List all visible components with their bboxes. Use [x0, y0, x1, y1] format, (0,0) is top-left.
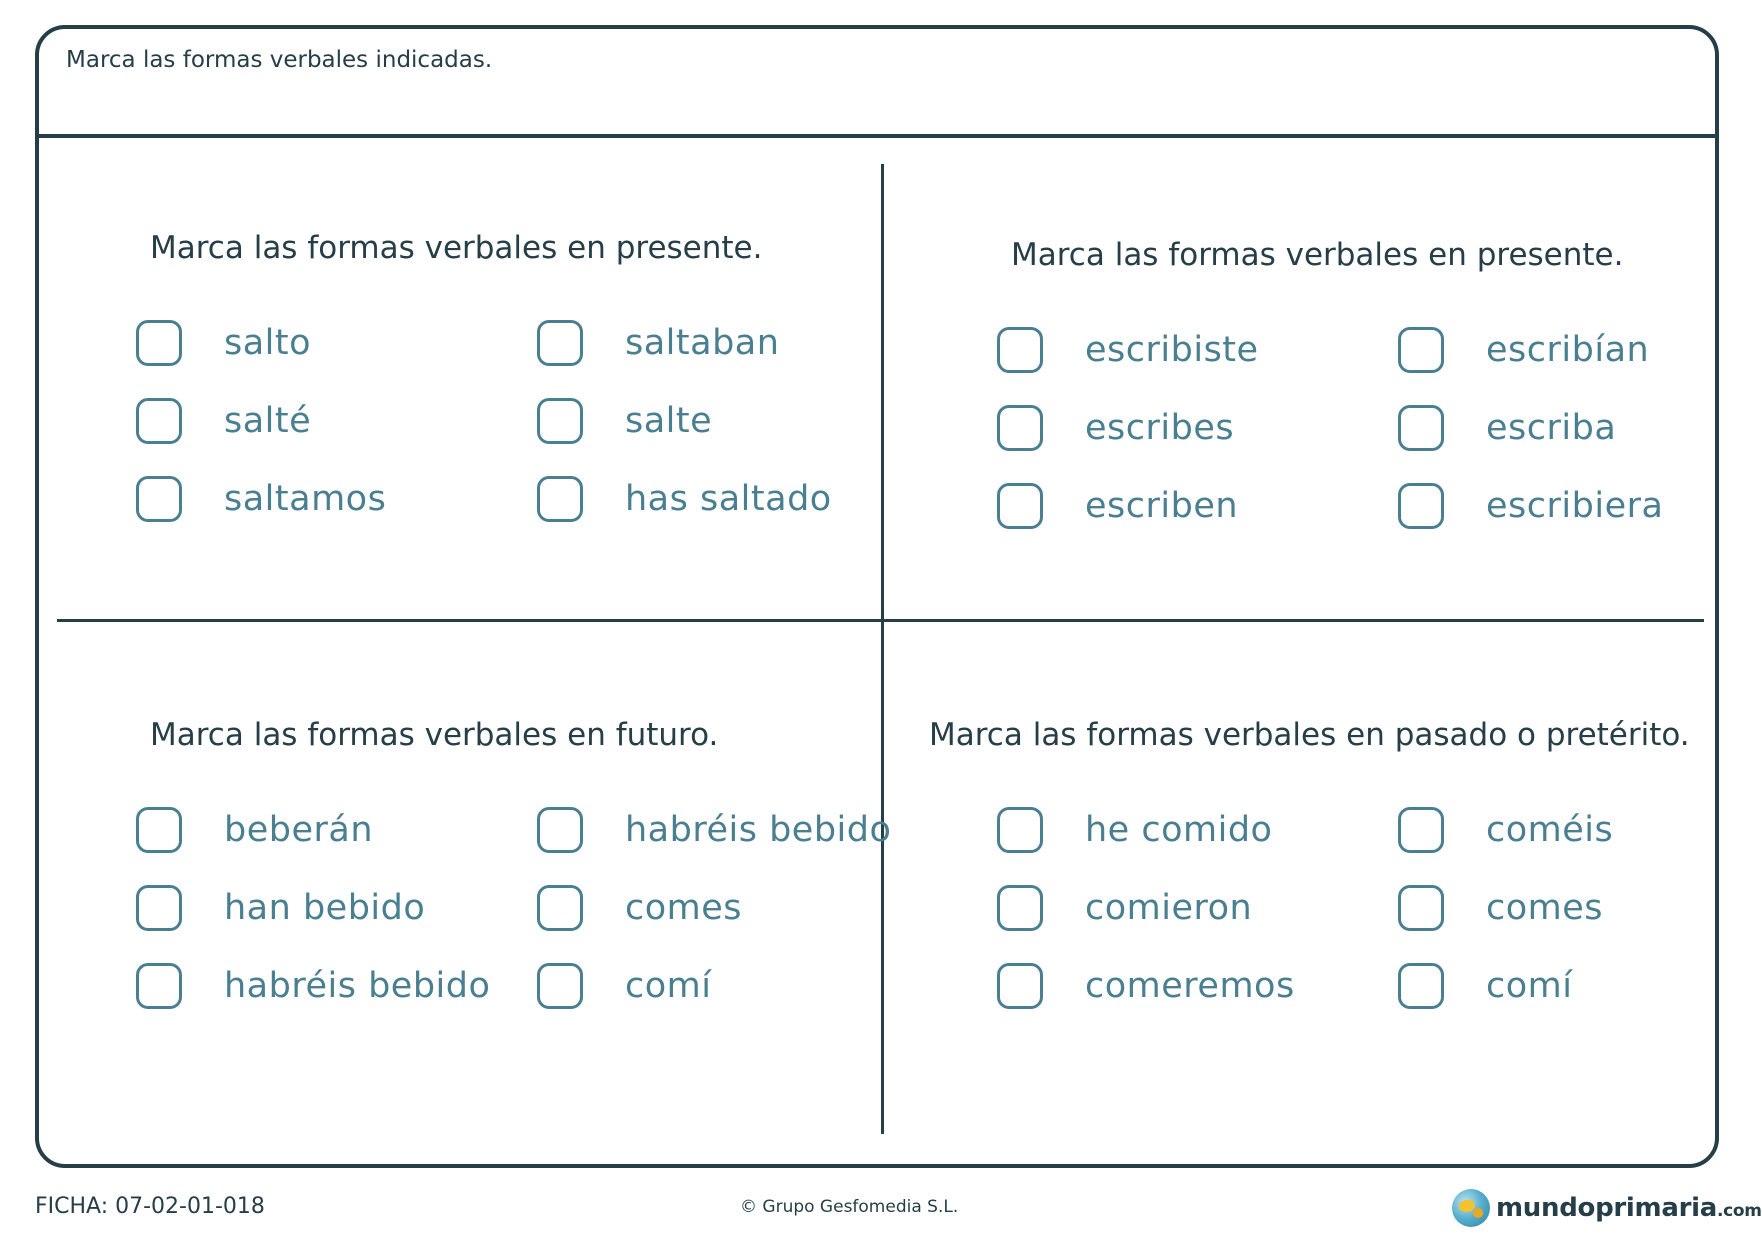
option-label: comes [625, 888, 743, 928]
checkbox[interactable] [1398, 483, 1444, 529]
checkbox[interactable] [1398, 885, 1444, 931]
option-label: escribiste [1085, 330, 1259, 370]
checkbox[interactable] [1398, 963, 1444, 1009]
option-beberan[interactable] [136, 804, 373, 856]
option-salto[interactable] [136, 317, 311, 369]
option-label: escribes [1085, 408, 1235, 448]
checkbox[interactable] [537, 398, 583, 444]
vertical-divider [881, 164, 884, 1134]
option-label: escribían [1486, 330, 1650, 370]
option-salte-accent[interactable] [136, 395, 311, 447]
header-divider [39, 134, 1715, 138]
checkbox[interactable] [997, 327, 1043, 373]
option-label: habréis bebido [224, 966, 491, 1006]
option-label: habréis bebido [625, 810, 892, 850]
option-habreis-bebido-2[interactable] [136, 960, 490, 1012]
checkbox[interactable] [136, 807, 182, 853]
checkbox[interactable] [537, 885, 583, 931]
option-label: escriben [1085, 486, 1239, 526]
worksheet-frame [35, 25, 1719, 1168]
option-label: beberán [224, 810, 374, 850]
checkbox[interactable] [537, 476, 583, 522]
option-label: escribiera [1486, 486, 1664, 526]
checkbox[interactable] [997, 885, 1043, 931]
section-2-title: Marca las formas verbales en presente. [1011, 237, 1624, 273]
option-label: comieron [1085, 888, 1253, 928]
brand-logo[interactable] [1452, 1189, 1762, 1227]
checkbox[interactable] [136, 963, 182, 1009]
checkbox[interactable] [537, 320, 583, 366]
worksheet-instruction: Marca las formas verbales indicadas. [66, 47, 493, 73]
brand-name-text: mundoprimaria [1496, 1193, 1717, 1223]
checkbox[interactable] [997, 807, 1043, 853]
option-label: comí [625, 966, 712, 1006]
copyright-notice: © Grupo Gesfomedia S.L. [740, 1197, 959, 1217]
checkbox[interactable] [997, 483, 1043, 529]
option-he-comido[interactable] [997, 804, 1272, 856]
option-han-bebido[interactable] [136, 882, 425, 934]
checkbox[interactable] [1398, 327, 1444, 373]
horizontal-divider [57, 619, 1704, 622]
section-1-title: Marca las formas verbales en presente. [150, 230, 763, 266]
option-comieron[interactable] [997, 882, 1252, 934]
option-escribian[interactable] [1398, 324, 1649, 376]
option-saltaban[interactable] [537, 317, 779, 369]
option-escriba[interactable] [1398, 402, 1616, 454]
option-label: comes [1486, 888, 1604, 928]
option-label: comeremos [1085, 966, 1295, 1006]
checkbox[interactable] [537, 807, 583, 853]
option-label: has saltado [625, 479, 832, 519]
globe-icon [1452, 1189, 1490, 1227]
checkbox[interactable] [136, 398, 182, 444]
option-escriben[interactable] [997, 480, 1238, 532]
option-label: salte [625, 401, 713, 441]
option-has-saltado[interactable] [537, 473, 832, 525]
option-escribiste[interactable] [997, 324, 1259, 376]
option-salte[interactable] [537, 395, 712, 447]
option-label: coméis [1486, 810, 1614, 850]
checkbox[interactable] [136, 320, 182, 366]
option-comeremos[interactable] [997, 960, 1295, 1012]
checkbox[interactable] [136, 476, 182, 522]
option-comeis[interactable] [1398, 804, 1613, 856]
option-label: saltaban [625, 323, 780, 363]
brand-name [1496, 1193, 1762, 1223]
option-label: comí [1486, 966, 1573, 1006]
option-comi-2[interactable] [1398, 960, 1572, 1012]
option-saltamos[interactable] [136, 473, 386, 525]
checkbox[interactable] [1398, 807, 1444, 853]
checkbox[interactable] [997, 963, 1043, 1009]
checkbox[interactable] [1398, 405, 1444, 451]
option-comi[interactable] [537, 960, 711, 1012]
checkbox[interactable] [136, 885, 182, 931]
checkbox[interactable] [537, 963, 583, 1009]
option-label: saltamos [224, 479, 387, 519]
option-habreis-bebido[interactable] [537, 804, 891, 856]
option-comes-2[interactable] [1398, 882, 1603, 934]
option-comes[interactable] [537, 882, 742, 934]
option-label: escriba [1486, 408, 1617, 448]
section-3-title: Marca las formas verbales en futuro. [150, 717, 719, 753]
checkbox[interactable] [997, 405, 1043, 451]
option-escribes[interactable] [997, 402, 1234, 454]
option-label: salto [224, 323, 312, 363]
section-4-title: Marca las formas verbales en pasado o pretérito. [929, 717, 1690, 753]
option-label: han bebido [224, 888, 426, 928]
worksheet-code: FICHA: 07-02-01-018 [35, 1194, 265, 1219]
option-label: salté [224, 401, 312, 441]
option-label: he comido [1085, 810, 1273, 850]
brand-tld: .com [1716, 1201, 1762, 1221]
option-escribiera[interactable] [1398, 480, 1663, 532]
